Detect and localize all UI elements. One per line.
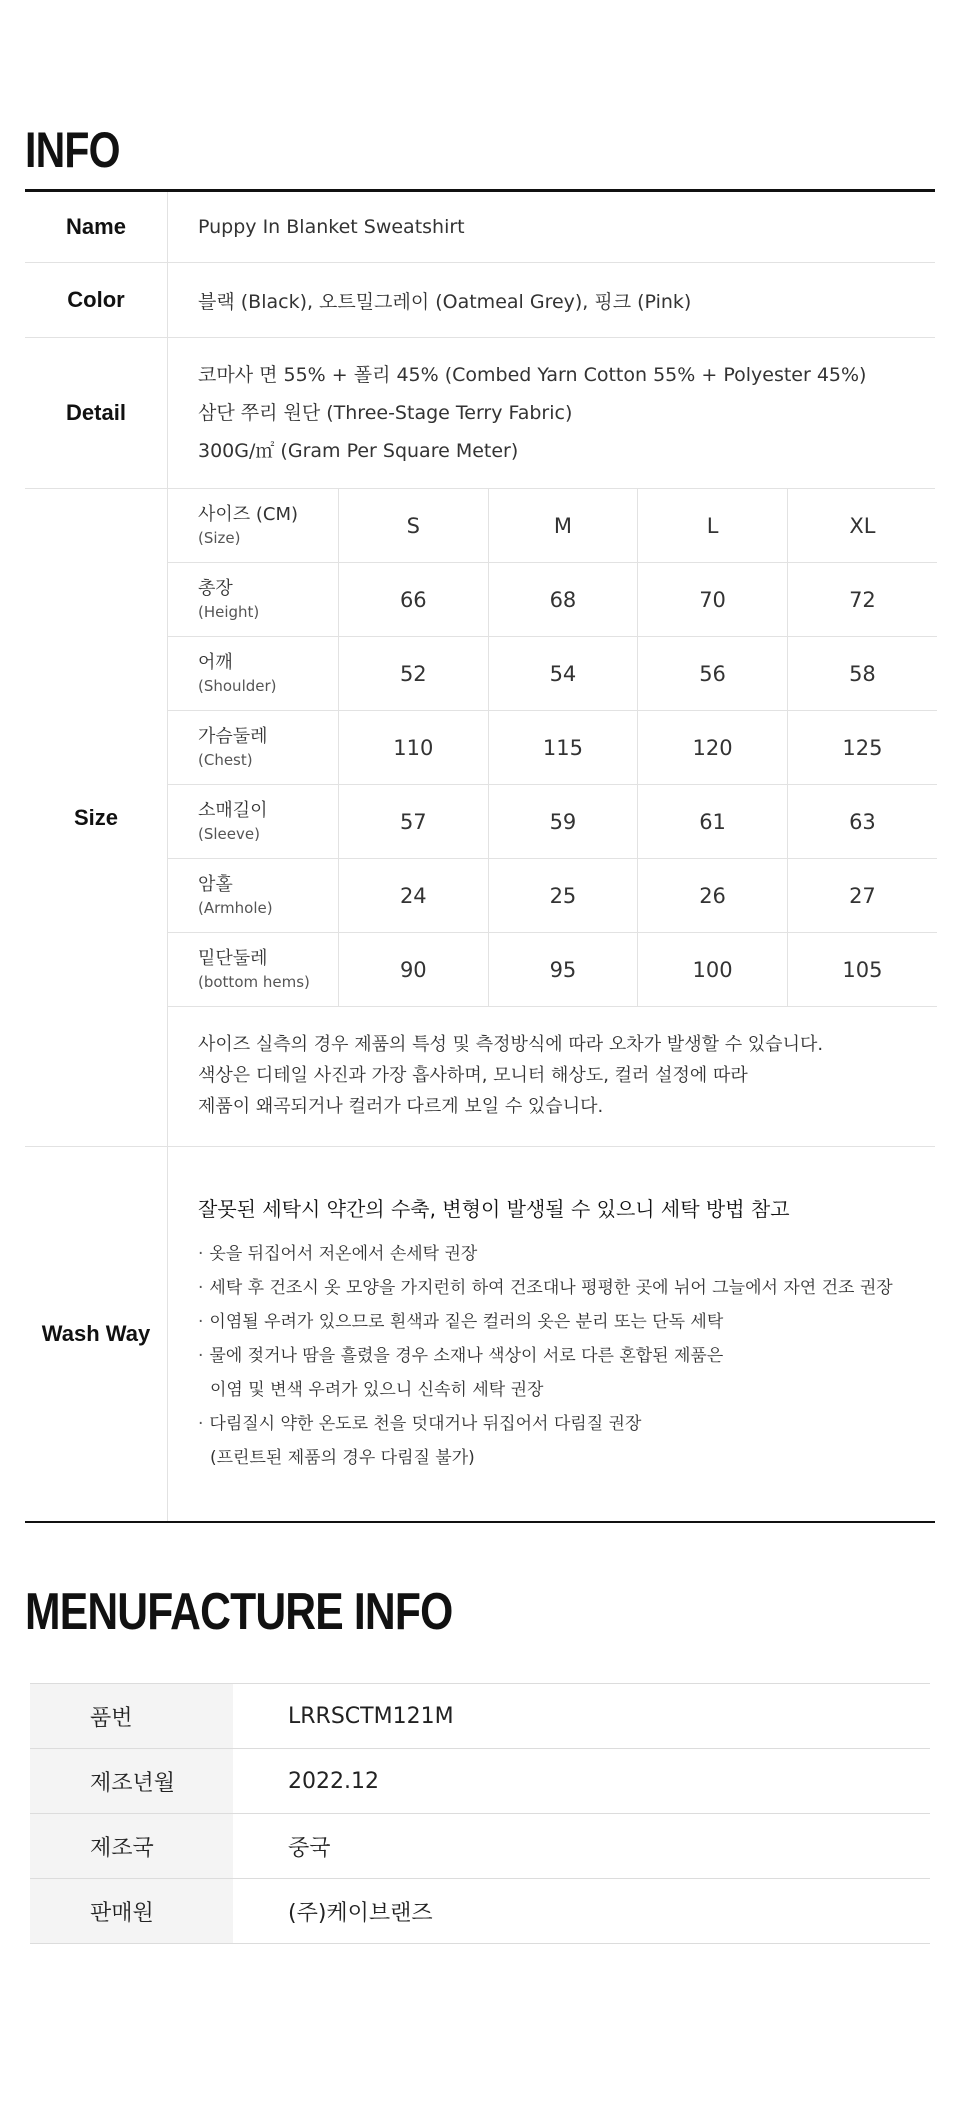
size-label: Size xyxy=(25,489,168,1147)
measure-label-ko: 밑단둘레 xyxy=(198,947,268,969)
wash-item xyxy=(198,1305,905,1339)
measure-label xyxy=(168,785,339,859)
manufacture-table xyxy=(30,1683,930,1944)
size-value: 115 xyxy=(488,711,638,785)
size-row-chest xyxy=(168,711,937,785)
size-value: 57 xyxy=(339,785,489,859)
measure-label-en: (bottom hems) xyxy=(198,972,310,991)
size-value: 26 xyxy=(638,859,788,933)
wash-item-text: 다림질시 약한 온도로 천을 덧대거나 뒤집어서 다림질 권장 xyxy=(209,1414,642,1434)
manufacture-label: 판매원 xyxy=(30,1879,233,1944)
size-value: 24 xyxy=(339,859,489,933)
info-row-detail xyxy=(25,338,935,489)
measure-label xyxy=(168,563,339,637)
size-note-line: 사이즈 실측의 경우 제품의 특성 및 측정방식에 따라 오차가 발생할 수 있습니다. xyxy=(198,1034,824,1055)
manufacture-label: 제조국 xyxy=(30,1814,233,1879)
manufacture-row xyxy=(30,1879,930,1944)
manufacture-value: 중국 xyxy=(233,1814,930,1879)
info-title: INFO xyxy=(25,122,120,178)
detail-label: Detail xyxy=(25,338,168,489)
name-label: Name xyxy=(25,191,168,263)
measure-label xyxy=(168,933,339,1007)
wash-item xyxy=(198,1339,905,1373)
wash-instructions xyxy=(168,1147,936,1523)
wash-item xyxy=(198,1407,905,1441)
info-table xyxy=(25,189,935,1523)
size-value: 110 xyxy=(339,711,489,785)
size-value: 66 xyxy=(339,563,489,637)
size-value: 120 xyxy=(638,711,788,785)
info-row-size xyxy=(25,489,935,1147)
bullet-dot: · xyxy=(198,1414,204,1434)
size-note-line: 색상은 디테일 사진과 가장 흡사하며, 모니터 해상도, 컬러 설정에 따라 xyxy=(198,1065,748,1086)
size-value: 58 xyxy=(787,637,937,711)
size-value: 56 xyxy=(638,637,788,711)
size-value: 90 xyxy=(339,933,489,1007)
measure-label-en: (Shoulder) xyxy=(198,676,277,695)
manufacture-row xyxy=(30,1814,930,1879)
size-header-cell: M xyxy=(488,489,638,563)
size-row-height xyxy=(168,563,937,637)
size-value: 95 xyxy=(488,933,638,1007)
size-row-sleeve xyxy=(168,785,937,859)
size-header-row xyxy=(168,489,937,563)
wash-item-continuation: 이염 및 변색 우려가 있으니 신속히 세탁 권장 xyxy=(210,1380,544,1400)
measure-label-ko: 어깨 xyxy=(198,651,233,673)
size-value: 100 xyxy=(638,933,788,1007)
size-value: 61 xyxy=(638,785,788,859)
info-row-color xyxy=(25,263,935,338)
wash-item-text: 세탁 후 건조시 옷 모양을 가지런히 하여 건조대나 평평한 곳에 뉘어 그늘에서 자연 건조 권장 xyxy=(209,1278,893,1298)
size-value: 25 xyxy=(488,859,638,933)
bullet-dot: · xyxy=(198,1244,204,1264)
manufacture-label: 품번 xyxy=(30,1684,233,1749)
size-label-ko: 사이즈 (CM) xyxy=(198,503,299,525)
manufacture-row xyxy=(30,1684,930,1749)
bullet-dot: · xyxy=(198,1312,204,1332)
size-label-en: (Size) xyxy=(198,528,241,547)
measure-label-en: (Armhole) xyxy=(198,898,273,917)
size-value: 105 xyxy=(787,933,937,1007)
measure-label-ko: 소매길이 xyxy=(198,799,268,821)
size-row-shoulder xyxy=(168,637,937,711)
measure-label xyxy=(168,637,339,711)
manufacture-label: 제조년월 xyxy=(30,1749,233,1814)
info-row-name xyxy=(25,191,935,263)
size-header-label xyxy=(168,489,339,563)
measure-label-en: (Chest) xyxy=(198,750,253,769)
measure-label-en: (Height) xyxy=(198,602,260,621)
product-name: Puppy In Blanket Sweatshirt xyxy=(198,216,465,238)
manufacture-value: 2022.12 xyxy=(233,1749,930,1814)
bullet-dot: · xyxy=(198,1346,204,1366)
size-notes xyxy=(168,1007,935,1146)
manufacture-value: (주)케이브랜즈 xyxy=(233,1879,930,1944)
wash-item-text: 이염될 우려가 있으므로 흰색과 짙은 컬러의 옷은 분리 또는 단독 세탁 xyxy=(209,1312,724,1332)
manufacture-title: MENUFACTURE INFO xyxy=(25,1583,453,1641)
size-header-cell: XL xyxy=(787,489,937,563)
manufacture-value: LRRSCTM121M xyxy=(233,1684,930,1749)
detail-value xyxy=(168,338,936,489)
size-value: 54 xyxy=(488,637,638,711)
measure-label-en: (Sleeve) xyxy=(198,824,260,843)
measure-label-ko: 암홀 xyxy=(198,873,233,895)
measure-label-ko: 가슴둘레 xyxy=(198,725,268,747)
size-chart xyxy=(168,489,936,1147)
size-value: 125 xyxy=(787,711,937,785)
measure-label-ko: 총장 xyxy=(198,577,233,599)
wash-item xyxy=(198,1271,905,1305)
size-value: 72 xyxy=(787,563,937,637)
wash-item-text: 옷을 뒤집어서 저온에서 손세탁 권장 xyxy=(209,1244,478,1264)
color-value: 블랙 (Black), 오트밀그레이 (Oatmeal Grey), 핑크 (Pink) xyxy=(168,263,936,338)
size-note-line: 제품이 왜곡되거나 컬러가 다르게 보일 수 있습니다. xyxy=(198,1096,604,1117)
detail-line: 300G/㎡ (Gram Per Square Meter) xyxy=(198,440,519,462)
size-value: 59 xyxy=(488,785,638,859)
wash-label: Wash Way xyxy=(25,1147,168,1523)
size-value: 27 xyxy=(787,859,937,933)
manufacture-row xyxy=(30,1749,930,1814)
wash-item-text: 물에 젖거나 땀을 흘렸을 경우 소재나 색상이 서로 다른 혼합된 제품은 xyxy=(209,1346,724,1366)
size-header-cell: L xyxy=(638,489,788,563)
size-row-armhole xyxy=(168,859,937,933)
bullet-dot: · xyxy=(198,1278,204,1298)
measure-label xyxy=(168,711,339,785)
wash-item xyxy=(198,1237,905,1271)
info-row-wash xyxy=(25,1147,935,1523)
size-value: 52 xyxy=(339,637,489,711)
size-row-bottom-hems xyxy=(168,933,937,1007)
wash-headline: 잘못된 세탁시 약간의 수축, 변형이 발생될 수 있으니 세탁 방법 참고 xyxy=(198,1197,790,1221)
size-value: 63 xyxy=(787,785,937,859)
measure-label xyxy=(168,859,339,933)
color-label: Color xyxy=(25,263,168,338)
size-value: 68 xyxy=(488,563,638,637)
detail-line: 삼단 쭈리 원단 (Three-Stage Terry Fabric) xyxy=(198,402,573,424)
size-value: 70 xyxy=(638,563,788,637)
detail-line: 코마사 면 55% + 폴리 45% (Combed Yarn Cotton 55% + Polyester 45%) xyxy=(198,364,867,386)
size-header-cell: S xyxy=(339,489,489,563)
size-table xyxy=(168,489,937,1007)
wash-item-continuation: (프린트된 제품의 경우 다림질 불가) xyxy=(210,1448,475,1468)
